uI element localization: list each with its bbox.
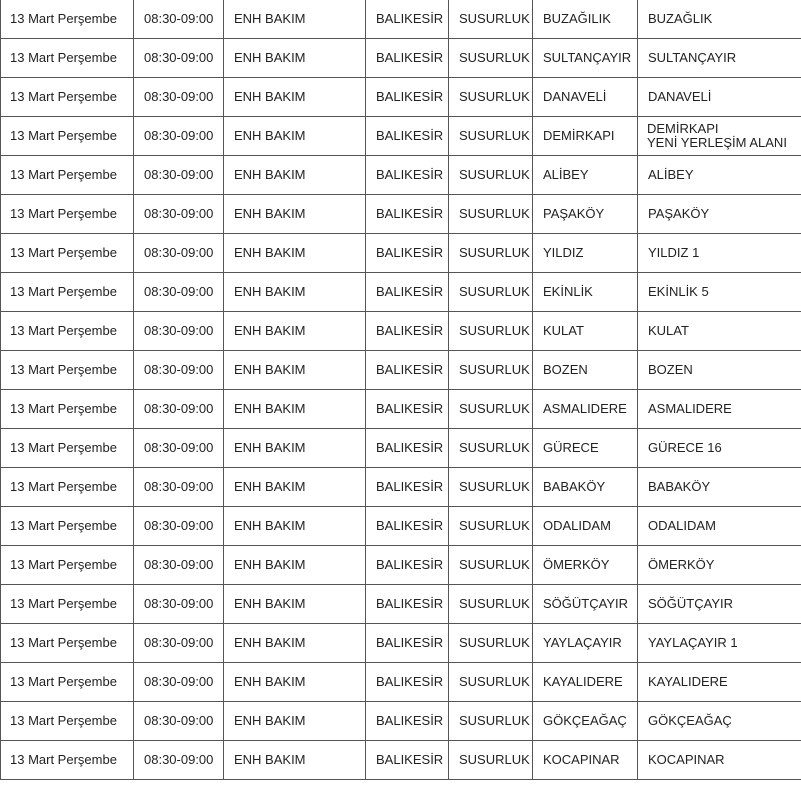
time-range-cell: 08:30-09:00 [134, 663, 224, 702]
date-cell: 13 Mart Perşembe [1, 468, 134, 507]
time-range-cell: 08:30-09:00 [134, 273, 224, 312]
work-type-cell: ENH BAKIM [224, 351, 366, 390]
date-cell: 13 Mart Perşembe [1, 39, 134, 78]
table-row [1, 390, 801, 429]
province-cell: BALIKESİR [366, 741, 449, 780]
date-cell: 13 Mart Perşembe [1, 741, 134, 780]
neighborhood-cell: GÜRECE [533, 429, 638, 468]
neighborhood-cell: YILDIZ [533, 234, 638, 273]
district-cell: SUSURLUK [449, 195, 533, 234]
province-cell: BALIKESİR [366, 78, 449, 117]
work-type-cell: ENH BAKIM [224, 117, 366, 156]
district-cell: SUSURLUK [449, 0, 533, 39]
district-cell: SUSURLUK [449, 117, 533, 156]
table-row [1, 468, 801, 507]
province-cell: BALIKESİR [366, 546, 449, 585]
date-cell: 13 Mart Perşembe [1, 0, 134, 39]
table-row [1, 234, 801, 273]
date-cell: 13 Mart Perşembe [1, 390, 134, 429]
work-type-cell: ENH BAKIM [224, 273, 366, 312]
time-range-cell: 08:30-09:00 [134, 78, 224, 117]
work-type-cell: ENH BAKIM [224, 156, 366, 195]
work-type-cell: ENH BAKIM [224, 429, 366, 468]
street-cell: BUZAĞLIK [638, 0, 801, 39]
neighborhood-cell: DEMİRKAPI [533, 117, 638, 156]
street-cell: YILDIZ 1 [638, 234, 801, 273]
district-cell: SUSURLUK [449, 702, 533, 741]
time-range-cell: 08:30-09:00 [134, 312, 224, 351]
province-cell: BALIKESİR [366, 234, 449, 273]
district-cell: SUSURLUK [449, 585, 533, 624]
work-type-cell: ENH BAKIM [224, 663, 366, 702]
province-cell: BALIKESİR [366, 585, 449, 624]
date-cell: 13 Mart Perşembe [1, 234, 134, 273]
neighborhood-cell: BOZEN [533, 351, 638, 390]
time-range-cell: 08:30-09:00 [134, 624, 224, 663]
work-type-cell: ENH BAKIM [224, 702, 366, 741]
table-body [1, 0, 801, 780]
time-range-cell: 08:30-09:00 [134, 585, 224, 624]
work-type-cell: ENH BAKIM [224, 585, 366, 624]
time-range-cell: 08:30-09:00 [134, 195, 224, 234]
neighborhood-cell: GÖKÇEAĞAÇ [533, 702, 638, 741]
time-range-cell: 08:30-09:00 [134, 429, 224, 468]
work-type-cell: ENH BAKIM [224, 390, 366, 429]
province-cell: BALIKESİR [366, 0, 449, 39]
province-cell: BALIKESİR [366, 195, 449, 234]
province-cell: BALIKESİR [366, 663, 449, 702]
time-range-cell: 08:30-09:00 [134, 39, 224, 78]
street-cell: EKİNLİK 5 [638, 273, 801, 312]
date-cell: 13 Mart Perşembe [1, 429, 134, 468]
work-type-cell: ENH BAKIM [224, 468, 366, 507]
table-row [1, 351, 801, 390]
district-cell: SUSURLUK [449, 624, 533, 663]
district-cell: SUSURLUK [449, 468, 533, 507]
table-row [1, 0, 801, 39]
street-cell: BABAKÖY [638, 468, 801, 507]
district-cell: SUSURLUK [449, 507, 533, 546]
province-cell: BALIKESİR [366, 39, 449, 78]
neighborhood-cell: PAŞAKÖY [533, 195, 638, 234]
table-row [1, 78, 801, 117]
work-type-cell: ENH BAKIM [224, 507, 366, 546]
street-cell [638, 117, 801, 156]
district-cell: SUSURLUK [449, 351, 533, 390]
time-range-cell: 08:30-09:00 [134, 117, 224, 156]
district-cell: SUSURLUK [449, 663, 533, 702]
street-cell: SÖĞÜTÇAYIR [638, 585, 801, 624]
date-cell: 13 Mart Perşembe [1, 195, 134, 234]
date-cell: 13 Mart Perşembe [1, 507, 134, 546]
date-cell: 13 Mart Perşembe [1, 351, 134, 390]
table-row [1, 273, 801, 312]
street-cell: ALİBEY [638, 156, 801, 195]
neighborhood-cell: KAYALIDERE [533, 663, 638, 702]
work-type-cell: ENH BAKIM [224, 624, 366, 663]
street-cell: YAYLAÇAYIR 1 [638, 624, 801, 663]
work-type-cell: ENH BAKIM [224, 78, 366, 117]
district-cell: SUSURLUK [449, 39, 533, 78]
work-type-cell: ENH BAKIM [224, 0, 366, 39]
street-cell: KAYALIDERE [638, 663, 801, 702]
province-cell: BALIKESİR [366, 351, 449, 390]
table-row [1, 156, 801, 195]
province-cell: BALIKESİR [366, 273, 449, 312]
province-cell: BALIKESİR [366, 429, 449, 468]
cell-line: DEMİRKAPI [647, 121, 719, 136]
table-row [1, 195, 801, 234]
table-row [1, 702, 801, 741]
street-cell: ASMALIDERE [638, 390, 801, 429]
neighborhood-cell: BABAKÖY [533, 468, 638, 507]
date-cell: 13 Mart Perşembe [1, 117, 134, 156]
district-cell: SUSURLUK [449, 312, 533, 351]
date-cell: 13 Mart Perşembe [1, 624, 134, 663]
street-cell: SULTANÇAYIR [638, 39, 801, 78]
time-range-cell: 08:30-09:00 [134, 468, 224, 507]
neighborhood-cell: EKİNLİK [533, 273, 638, 312]
district-cell: SUSURLUK [449, 156, 533, 195]
work-type-cell: ENH BAKIM [224, 546, 366, 585]
neighborhood-cell: KOCAPINAR [533, 741, 638, 780]
district-cell: SUSURLUK [449, 390, 533, 429]
neighborhood-cell: SULTANÇAYIR [533, 39, 638, 78]
province-cell: BALIKESİR [366, 507, 449, 546]
time-range-cell: 08:30-09:00 [134, 390, 224, 429]
province-cell: BALIKESİR [366, 117, 449, 156]
neighborhood-cell: ÖMERKÖY [533, 546, 638, 585]
time-range-cell: 08:30-09:00 [134, 0, 224, 39]
neighborhood-cell: SÖĞÜTÇAYIR [533, 585, 638, 624]
date-cell: 13 Mart Perşembe [1, 273, 134, 312]
province-cell: BALIKESİR [366, 624, 449, 663]
table-row [1, 624, 801, 663]
table-row [1, 117, 801, 156]
date-cell: 13 Mart Perşembe [1, 78, 134, 117]
province-cell: BALIKESİR [366, 312, 449, 351]
table-row [1, 39, 801, 78]
neighborhood-cell: YAYLAÇAYIR [533, 624, 638, 663]
table-row [1, 585, 801, 624]
date-cell: 13 Mart Perşembe [1, 546, 134, 585]
date-cell: 13 Mart Perşembe [1, 585, 134, 624]
work-type-cell: ENH BAKIM [224, 312, 366, 351]
work-type-cell: ENH BAKIM [224, 234, 366, 273]
neighborhood-cell: ODALIDAM [533, 507, 638, 546]
province-cell: BALIKESİR [366, 702, 449, 741]
neighborhood-cell: ALİBEY [533, 156, 638, 195]
cell-line: YENİ YERLEŞİM ALANI [647, 135, 787, 150]
work-type-cell: ENH BAKIM [224, 39, 366, 78]
street-cell: BOZEN [638, 351, 801, 390]
neighborhood-cell: BUZAĞILIK [533, 0, 638, 39]
time-range-cell: 08:30-09:00 [134, 507, 224, 546]
street-cell: GÜRECE 16 [638, 429, 801, 468]
district-cell: SUSURLUK [449, 234, 533, 273]
table-row [1, 546, 801, 585]
district-cell: SUSURLUK [449, 741, 533, 780]
province-cell: BALIKESİR [366, 390, 449, 429]
province-cell: BALIKESİR [366, 468, 449, 507]
neighborhood-cell: KULAT [533, 312, 638, 351]
street-cell: ÖMERKÖY [638, 546, 801, 585]
province-cell: BALIKESİR [366, 156, 449, 195]
work-type-cell: ENH BAKIM [224, 195, 366, 234]
date-cell: 13 Mart Perşembe [1, 702, 134, 741]
district-cell: SUSURLUK [449, 273, 533, 312]
table-row [1, 663, 801, 702]
street-cell: DANAVELİ [638, 78, 801, 117]
date-cell: 13 Mart Perşembe [1, 312, 134, 351]
time-range-cell: 08:30-09:00 [134, 741, 224, 780]
district-cell: SUSURLUK [449, 78, 533, 117]
neighborhood-cell: DANAVELİ [533, 78, 638, 117]
district-cell: SUSURLUK [449, 429, 533, 468]
street-cell: ODALIDAM [638, 507, 801, 546]
time-range-cell: 08:30-09:00 [134, 234, 224, 273]
street-cell: KULAT [638, 312, 801, 351]
table-row [1, 312, 801, 351]
work-type-cell: ENH BAKIM [224, 741, 366, 780]
table-row [1, 507, 801, 546]
time-range-cell: 08:30-09:00 [134, 156, 224, 195]
time-range-cell: 08:30-09:00 [134, 702, 224, 741]
date-cell: 13 Mart Perşembe [1, 663, 134, 702]
table-row [1, 741, 801, 780]
street-cell: PAŞAKÖY [638, 195, 801, 234]
district-cell: SUSURLUK [449, 546, 533, 585]
neighborhood-cell: ASMALIDERE [533, 390, 638, 429]
street-cell: KOCAPINAR [638, 741, 801, 780]
street-cell: GÖKÇEAĞAÇ [638, 702, 801, 741]
table-row [1, 429, 801, 468]
time-range-cell: 08:30-09:00 [134, 351, 224, 390]
time-range-cell: 08:30-09:00 [134, 546, 224, 585]
date-cell: 13 Mart Perşembe [1, 156, 134, 195]
